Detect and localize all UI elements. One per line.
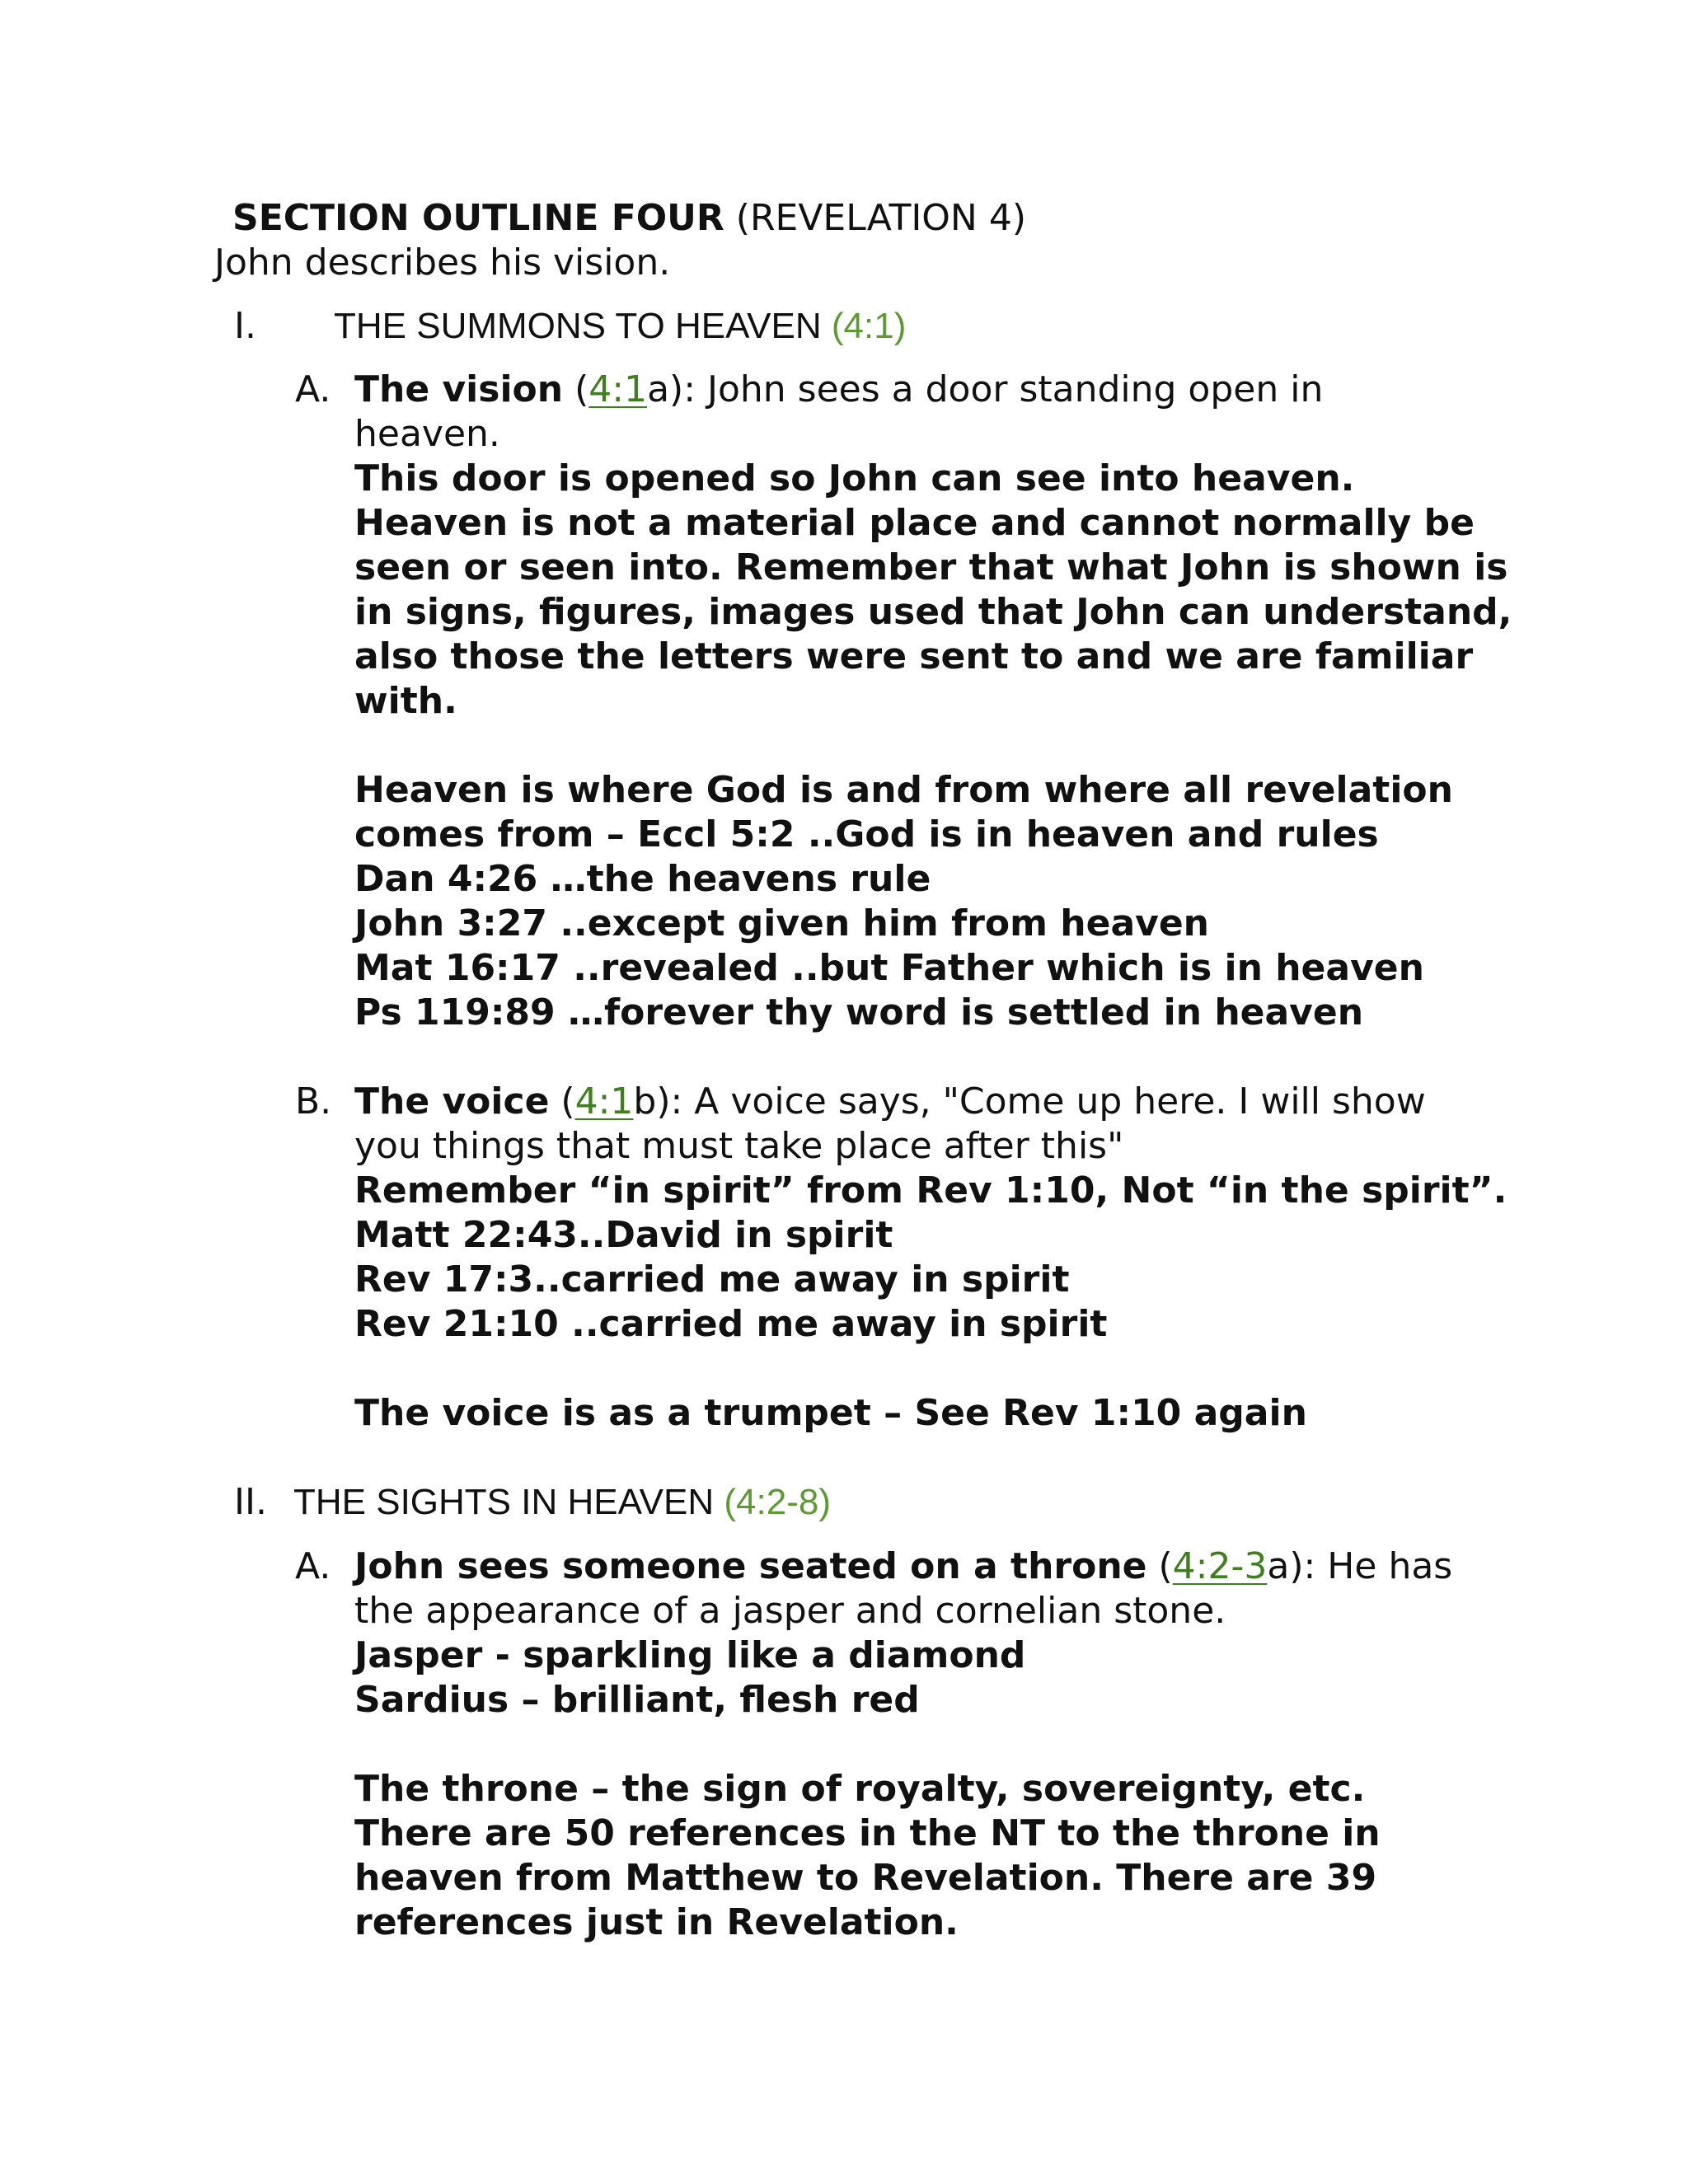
- section-numeral: II.: [234, 1481, 267, 1523]
- item-label: John sees someone seated on a throne: [354, 1545, 1147, 1587]
- item-text-continued: the appearance of a jasper and cornelian stone.: [354, 1590, 1226, 1632]
- scripture-link[interactable]: 4:1: [574, 1080, 634, 1122]
- section-numeral: I.: [234, 305, 256, 347]
- item-heading: John sees someone seated on a throne (4:2-3a): He has: [354, 1545, 1453, 1587]
- item-letter: A.: [295, 368, 331, 410]
- note-line: The voice is as a trumpet – See Rev 1:10 again: [354, 1392, 1307, 1434]
- item-text-continued: heaven.: [354, 413, 500, 455]
- scripture-link[interactable]: 4:1: [588, 368, 648, 410]
- note-line: Matt 22:43..David in spirit: [354, 1214, 893, 1256]
- note-line: heaven from Matthew to Revelation. There are 39: [354, 1857, 1377, 1899]
- item-text: : John sees a door standing open in: [683, 368, 1324, 410]
- note-line: Rev 17:3..carried me away in spirit: [354, 1258, 1070, 1301]
- note-line: comes from – Eccl 5:2 ..God is in heaven and rules: [354, 813, 1379, 855]
- note-line: John 3:27 ..except given him from heaven: [354, 902, 1210, 944]
- section-ref-paren: (: [831, 306, 844, 346]
- note-line: Dan 4:26 …the heavens rule: [354, 858, 931, 900]
- item-heading: The vision (4:1a): John sees a door standing open in: [354, 368, 1324, 410]
- item-letter: A.: [295, 1545, 331, 1587]
- note-line: This door is opened so John can see into heaven.: [354, 457, 1355, 499]
- note-line: Heaven is not a material place and cannot normally be: [354, 502, 1475, 544]
- ref-suffix: a: [647, 368, 670, 410]
- section-heading: [334, 304, 906, 349]
- item-label: The vision: [354, 368, 564, 410]
- section-title: THE SUMMONS TO HEAVEN: [334, 306, 822, 346]
- note-line: with.: [354, 680, 457, 722]
- section-ref-close: ): [893, 306, 907, 346]
- note-line: seen or seen into. Remember that what John is shown is: [354, 546, 1508, 588]
- note-line: Sardius – brilliant, flesh red: [354, 1679, 920, 1721]
- note-line: Ps 119:89 …forever thy word is settled in heaven: [354, 991, 1364, 1033]
- note-line: Rev 21:10 ..carried me away in spirit: [354, 1303, 1108, 1345]
- item-text: : A voice says, "Come up here. I will show: [670, 1080, 1426, 1122]
- section-title: THE SIGHTS IN HEAVEN: [293, 1482, 715, 1522]
- section-ref-close: ): [818, 1482, 831, 1522]
- document-subtitle: John describes his vision.: [214, 241, 671, 284]
- title-paren: (REVELATION 4): [735, 197, 1026, 239]
- note-line: Mat 16:17 ..revealed ..but Father which is in heaven: [354, 947, 1424, 989]
- item-heading: The voice (4:1b): A voice says, "Come up here. I will show: [354, 1080, 1426, 1122]
- document-title: [232, 196, 1026, 241]
- item-letter: B.: [295, 1080, 332, 1122]
- item-label: The voice: [354, 1080, 550, 1122]
- note-line: in signs, figures, images used that John can understand,: [354, 591, 1512, 633]
- note-line: Jasper - sparkling like a diamond: [354, 1634, 1026, 1676]
- section-ref[interactable]: 4:1: [843, 306, 894, 346]
- title-bold: SECTION OUTLINE FOUR: [232, 197, 724, 239]
- section-heading: [293, 1480, 831, 1525]
- note-line: Heaven is where God is and from where all revelation: [354, 769, 1453, 811]
- item-text: : He has: [1303, 1545, 1453, 1587]
- note-line: Remember “in spirit” from Rev 1:10, Not “in the spirit”.: [354, 1169, 1507, 1212]
- scripture-link[interactable]: 4:2-3: [1172, 1545, 1268, 1587]
- item-text-continued: you things that must take place after this": [354, 1125, 1124, 1167]
- note-line: The throne – the sign of royalty, sovereignty, etc.: [354, 1768, 1366, 1810]
- section-ref[interactable]: 4:2-8: [736, 1482, 819, 1522]
- ref-suffix: b: [633, 1080, 657, 1122]
- note-line: also those the letters were sent to and we are familiar: [354, 635, 1474, 677]
- note-line: There are 50 references in the NT to the throne in: [354, 1812, 1381, 1854]
- section-ref-paren: (: [724, 1482, 737, 1522]
- note-line: references just in Revelation.: [354, 1901, 959, 1943]
- ref-suffix: a: [1267, 1545, 1290, 1587]
